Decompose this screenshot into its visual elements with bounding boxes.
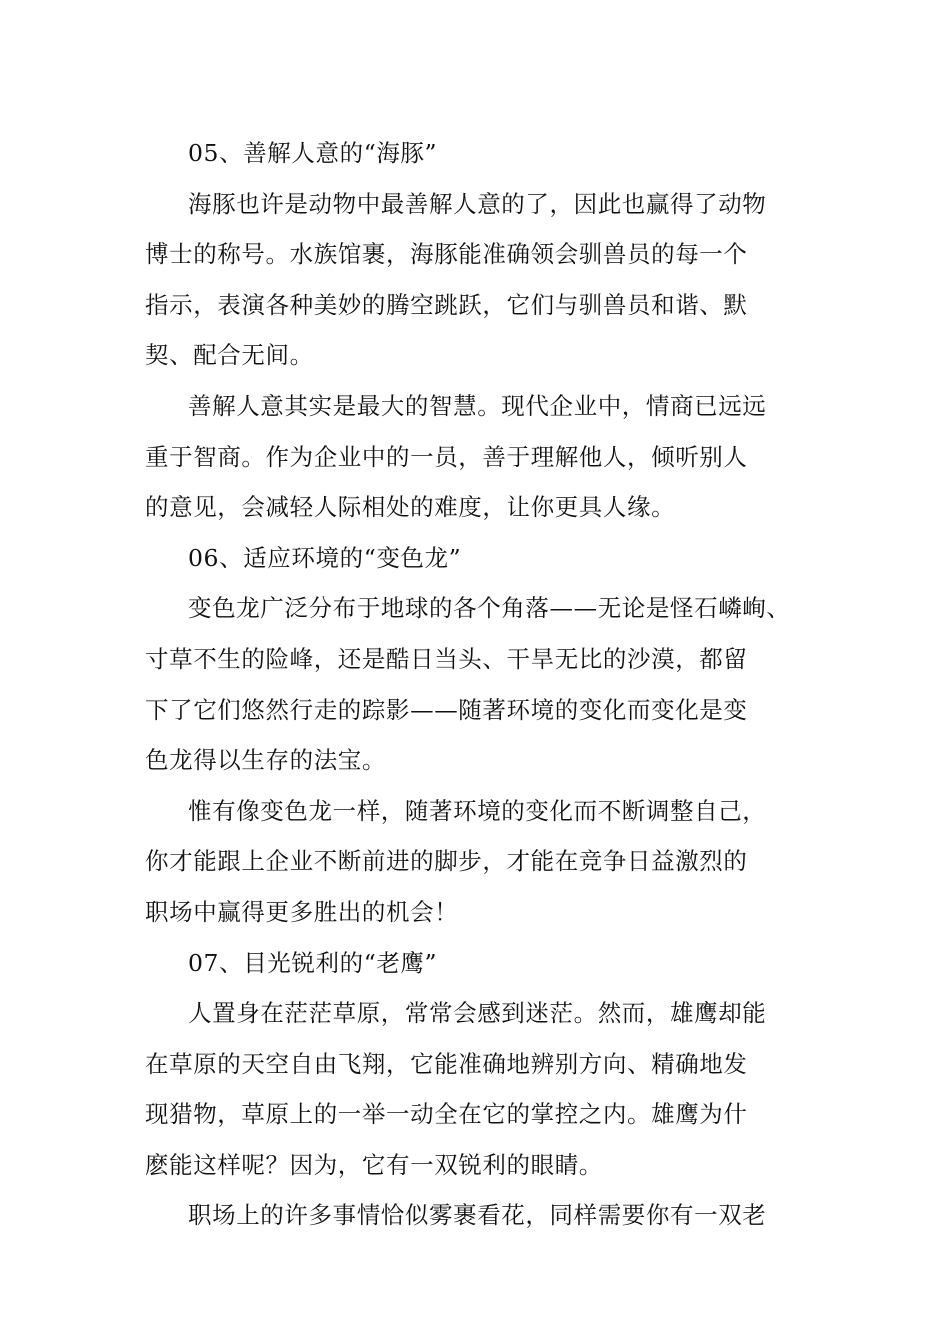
- paragraph-line: 职场中赢得更多胜出的机会！: [145, 897, 459, 926]
- paragraph-line: 海豚也许是动物中最善解人意的了，因此也赢得了动物: [188, 189, 767, 218]
- paragraph-line: 寸草不生的险峰，还是酷日当头、干旱无比的沙漠，都留: [145, 644, 748, 673]
- paragraph-line: 下了它们悠然行走的踪影——随著环境的变化而变化是变: [145, 695, 748, 724]
- section-heading-07: 07、目光锐利的“老鹰”: [188, 948, 438, 977]
- paragraph-line: 你才能跟上企业不断前进的脚步，才能在竞争日益激烈的: [145, 847, 748, 876]
- section-heading-06: 06、适应环境的“变色龙”: [188, 543, 462, 572]
- paragraph-line: 麽能这样呢？因为，它有一双锐利的眼睛。: [145, 1150, 603, 1179]
- section-heading-05: 05、善解人意的“海豚”: [188, 139, 438, 167]
- paragraph-line: 在草原的天空自由飞翔，它能准确地辨别方向、精确地发: [145, 1049, 748, 1078]
- document-body: [145, 128, 835, 1241]
- paragraph-line: 重于智商。作为企业中的一员，善于理解他人，倾听别人: [145, 442, 748, 471]
- paragraph-line: 的意见，会减轻人际相处的难度，让你更具人缘。: [145, 493, 676, 522]
- paragraph-line: 职场上的许多事情恰似雾裹看花，同样需要你有一双老: [188, 1201, 767, 1230]
- paragraph-line: 契、配合无间。: [145, 341, 314, 370]
- paragraph-line: 博士的称号。水族馆裹，海豚能准确领会驯兽员的每一个: [145, 240, 748, 269]
- paragraph-line: 变色龙广泛分布于地球的各个角落——无论是怪石嶙峋、: [188, 594, 791, 623]
- paragraph-line: 现猎物，草原上的一举一动全在它的掌控之内。雄鹰为什: [145, 1100, 748, 1129]
- paragraph-line: 善解人意其实是最大的智慧。现代企业中，情商已远远: [188, 391, 767, 420]
- paragraph-line: 人置身在茫茫草原，常常会感到迷茫。然而，雄鹰却能: [188, 999, 767, 1028]
- paragraph-line: 指示，表演各种美妙的腾空跳跃，它们与驯兽员和谐、默: [145, 290, 748, 319]
- paragraph-line: 惟有像变色龙一样，随著环境的变化而不断调整自己，: [188, 796, 767, 825]
- paragraph-line: 色龙得以生存的法宝。: [145, 746, 386, 775]
